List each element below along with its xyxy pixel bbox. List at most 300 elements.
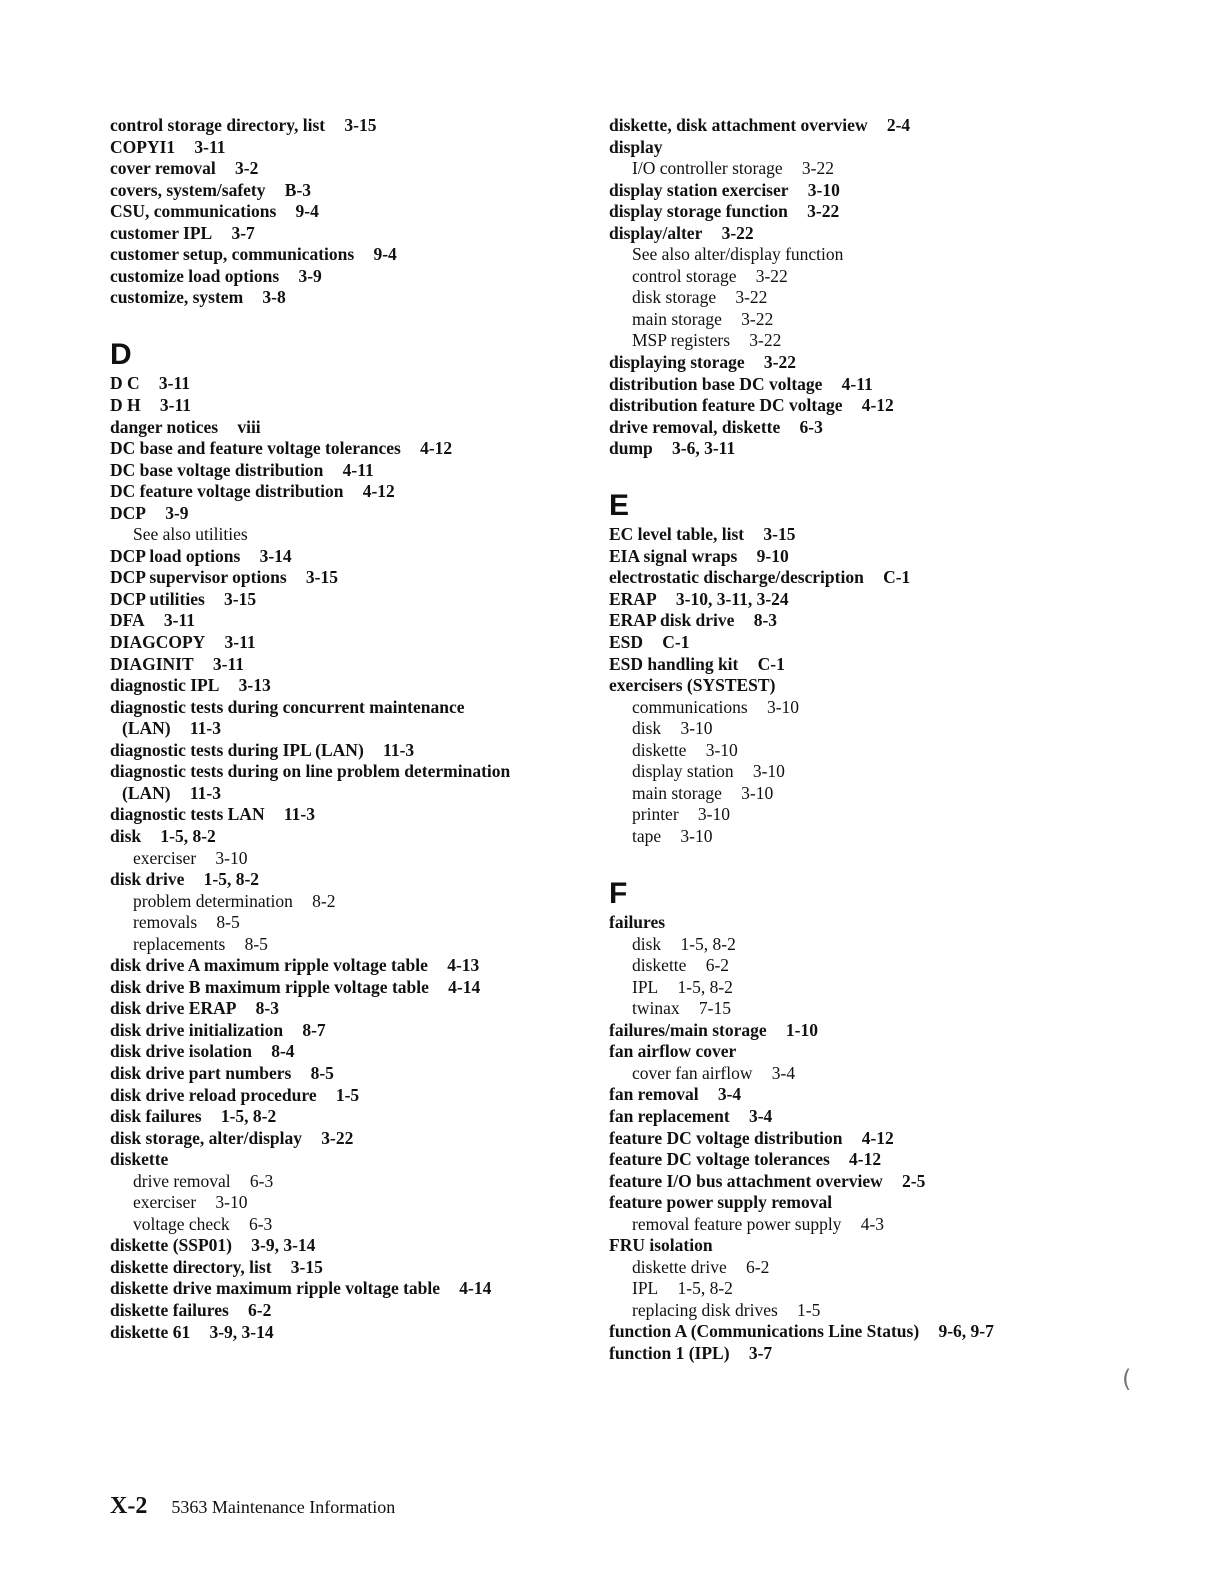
page-number: X-2 bbox=[110, 1493, 148, 1519]
index-subentry bbox=[110, 848, 580, 870]
page-reference: 11-3 bbox=[189, 718, 221, 739]
index-term: diskette failures bbox=[110, 1299, 229, 1320]
index-entry bbox=[609, 1235, 1129, 1257]
index-term: function A (Communications Line Status) bbox=[609, 1321, 920, 1342]
index-term: FRU isolation bbox=[609, 1235, 713, 1256]
index-term: DCP bbox=[110, 502, 146, 523]
page-reference: B-3 bbox=[284, 179, 312, 200]
page-reference: 6-2 bbox=[248, 1299, 272, 1320]
index-term: tape bbox=[632, 825, 662, 846]
index-term: display/alter bbox=[609, 222, 703, 243]
page-reference: 3-11 bbox=[224, 632, 256, 653]
index-entry bbox=[609, 1106, 1129, 1128]
index-term: exercisers (SYSTEST) bbox=[609, 675, 776, 696]
index-term: problem determination bbox=[133, 890, 293, 911]
index-term: disk drive bbox=[110, 869, 185, 890]
page-reference: 8-4 bbox=[271, 1041, 295, 1062]
page-reference: 8-3 bbox=[753, 610, 778, 631]
index-entry bbox=[110, 1322, 580, 1344]
index-term: diagnostic tests during IPL (LAN) bbox=[110, 739, 364, 760]
index-term: twinax bbox=[632, 998, 680, 1019]
page-reference: viii bbox=[237, 416, 261, 437]
page-reference: 6-3 bbox=[799, 416, 823, 437]
index-subentry bbox=[609, 1063, 1129, 1085]
index-term: feature DC voltage distribution bbox=[609, 1127, 843, 1148]
index-term: fan removal bbox=[609, 1084, 699, 1105]
page-reference: 3-15 bbox=[305, 567, 338, 588]
index-term: function 1 (IPL) bbox=[609, 1342, 730, 1363]
page-reference: 3-22 bbox=[763, 352, 796, 373]
index-term: main storage bbox=[632, 308, 722, 329]
page-reference: 3-10 bbox=[741, 782, 774, 803]
index-term: replacing disk drives bbox=[632, 1299, 778, 1320]
page-reference: 6-2 bbox=[746, 1256, 770, 1277]
index-term: drive removal, diskette bbox=[609, 416, 781, 437]
section-letter-heading: F bbox=[609, 877, 628, 911]
index-term: dump bbox=[609, 438, 653, 459]
index-entry bbox=[110, 546, 580, 568]
index-term: diskette, disk attachment overview bbox=[609, 115, 868, 135]
index-term: diagnostic tests during on line problem determination bbox=[110, 761, 511, 782]
index-entry bbox=[609, 632, 1129, 654]
index-term: D H bbox=[110, 395, 141, 416]
index-term: replacements bbox=[133, 933, 226, 954]
index-entry bbox=[110, 438, 580, 460]
index-term: fan airflow cover bbox=[609, 1041, 737, 1062]
index-subentry bbox=[110, 891, 580, 913]
page-reference: 3-4 bbox=[748, 1105, 773, 1126]
index-entry bbox=[609, 201, 1129, 223]
page-reference: 3-15 bbox=[344, 115, 377, 135]
index-term: diskette directory, list bbox=[110, 1256, 272, 1277]
index-entry bbox=[110, 115, 580, 137]
index-entry bbox=[609, 180, 1129, 202]
index-entry bbox=[110, 1085, 580, 1107]
index-entry bbox=[609, 912, 1129, 934]
index-term: removal feature power supply bbox=[632, 1213, 842, 1234]
index-entry bbox=[609, 546, 1129, 568]
index-term: customize, system bbox=[110, 287, 244, 308]
index-entry bbox=[110, 201, 580, 223]
index-subentry bbox=[609, 266, 1129, 288]
index-term: disk storage bbox=[632, 287, 717, 308]
index-term: See also alter/display function bbox=[632, 244, 844, 265]
index-term: diagnostic tests LAN bbox=[110, 804, 265, 825]
page-reference: 3-22 bbox=[755, 265, 788, 286]
index-term: CSU, communications bbox=[110, 201, 277, 222]
index-term: I/O controller storage bbox=[632, 158, 783, 179]
index-term: DFA bbox=[110, 610, 145, 631]
page-reference: 7-15 bbox=[698, 998, 731, 1019]
page-reference: 4-13 bbox=[447, 955, 480, 976]
index-term: diskette 61 bbox=[110, 1321, 191, 1342]
page-reference: 3-22 bbox=[801, 158, 834, 179]
page-reference: 4-14 bbox=[448, 976, 481, 997]
index-subentry bbox=[609, 244, 1129, 266]
index-term: disk drive reload procedure bbox=[110, 1084, 317, 1105]
page-reference: 4-12 bbox=[849, 1149, 882, 1170]
index-term: DIAGINIT bbox=[110, 653, 194, 674]
page-reference: 11-3 bbox=[383, 739, 415, 760]
index-term: DC feature voltage distribution bbox=[110, 481, 344, 502]
index-entry bbox=[609, 654, 1129, 676]
index-term: DCP supervisor options bbox=[110, 567, 287, 588]
page-reference: 8-7 bbox=[302, 1019, 326, 1040]
index-entry bbox=[110, 1041, 580, 1063]
index-term: removals bbox=[133, 912, 198, 933]
index-entry bbox=[609, 395, 1129, 417]
page-reference: C-1 bbox=[662, 632, 690, 653]
index-entry bbox=[609, 1149, 1129, 1171]
index-subentry bbox=[110, 912, 580, 934]
index-entry bbox=[110, 826, 580, 848]
index-term: diskette drive maximum ripple voltage table bbox=[110, 1278, 441, 1299]
page-reference: 3-15 bbox=[763, 524, 796, 545]
page-reference: 8-2 bbox=[312, 890, 336, 911]
index-entry bbox=[110, 632, 580, 654]
index-entry bbox=[609, 1041, 1129, 1063]
index-entry bbox=[110, 1235, 580, 1257]
page-reference: 1-5, 8-2 bbox=[160, 825, 216, 846]
index-subentry bbox=[110, 1214, 580, 1236]
index-term: See also utilities bbox=[133, 524, 248, 545]
page-reference: 3-9, 3-14 bbox=[209, 1321, 274, 1342]
page-reference: 3-22 bbox=[749, 330, 782, 351]
index-entry bbox=[110, 1149, 580, 1171]
page-reference: C-1 bbox=[757, 653, 785, 674]
index-term: printer bbox=[632, 804, 679, 825]
index-term: fan replacement bbox=[609, 1105, 730, 1126]
page-reference: 3-14 bbox=[259, 545, 292, 566]
index-entry bbox=[110, 869, 580, 891]
index-term: disk failures bbox=[110, 1106, 202, 1127]
index-entry bbox=[110, 567, 580, 589]
index-term: danger notices bbox=[110, 416, 219, 437]
index-entry bbox=[110, 610, 580, 632]
index-term: ESD bbox=[609, 632, 644, 653]
page-reference: 1-5, 8-2 bbox=[203, 869, 260, 890]
page-reference: 1-5, 8-2 bbox=[677, 1278, 733, 1299]
index-term: diagnostic IPL bbox=[110, 675, 220, 696]
page-reference: 4-12 bbox=[420, 438, 453, 459]
page-reference: 3-10 bbox=[807, 179, 840, 200]
index-term: distribution feature DC voltage bbox=[609, 395, 843, 416]
index-entry bbox=[110, 287, 580, 309]
index-entry bbox=[110, 158, 580, 180]
index-entry-continuation bbox=[110, 783, 580, 805]
page-reference: 3-11 bbox=[212, 653, 245, 674]
page-reference: 3-22 bbox=[807, 201, 840, 222]
index-subentry bbox=[609, 1214, 1129, 1236]
page-reference: 2-4 bbox=[886, 115, 911, 135]
page-reference: 3-10 bbox=[215, 847, 248, 868]
index-term: communications bbox=[632, 696, 748, 717]
index-entry bbox=[609, 417, 1129, 439]
index-term: DIAGCOPY bbox=[110, 632, 206, 653]
index-subentry bbox=[609, 934, 1129, 956]
index-term: display station exerciser bbox=[609, 179, 789, 200]
index-term: displaying storage bbox=[609, 352, 745, 373]
index-term: disk drive isolation bbox=[110, 1041, 252, 1062]
index-entry bbox=[110, 654, 580, 676]
index-entry bbox=[609, 524, 1129, 546]
index-subentry bbox=[609, 804, 1129, 826]
index-term: main storage bbox=[632, 782, 722, 803]
index-entry bbox=[110, 373, 580, 395]
page-reference: 3-10 bbox=[766, 696, 800, 717]
index-entry bbox=[110, 137, 580, 159]
index-term: disk bbox=[632, 933, 662, 954]
page-reference: 3-15 bbox=[290, 1256, 323, 1277]
index-subentry bbox=[609, 977, 1129, 999]
index-term: cover fan airflow bbox=[632, 1062, 753, 1083]
page-reference: 3-10 bbox=[215, 1192, 248, 1213]
page-reference: 4-12 bbox=[861, 395, 894, 416]
index-term: DCP utilities bbox=[110, 588, 205, 609]
index-subentry bbox=[609, 826, 1129, 848]
index-entry bbox=[609, 438, 1129, 460]
index-term: disk drive B maximum ripple voltage table bbox=[110, 976, 429, 997]
index-term: disk drive ERAP bbox=[110, 998, 237, 1019]
index-entry bbox=[110, 1300, 580, 1322]
index-term: voltage check bbox=[133, 1213, 230, 1234]
index-term: EIA signal wraps bbox=[609, 545, 738, 566]
page-reference: 1-5, 8-2 bbox=[220, 1106, 277, 1127]
page-reference: 1-10 bbox=[785, 1019, 818, 1040]
index-term: disk bbox=[110, 825, 142, 846]
page-reference: 9-4 bbox=[295, 201, 319, 222]
index-entry bbox=[110, 481, 580, 503]
index-subentry bbox=[609, 1278, 1129, 1300]
index-term: D C bbox=[110, 373, 140, 394]
index-term: failures bbox=[609, 912, 666, 933]
index-entry bbox=[110, 266, 580, 288]
index-subentry bbox=[609, 955, 1129, 977]
index-term: disk drive A maximum ripple voltage table bbox=[110, 955, 428, 976]
page-reference: 3-7 bbox=[748, 1342, 773, 1363]
index-term: diskette (SSP01) bbox=[110, 1235, 233, 1256]
index-entry bbox=[609, 589, 1129, 611]
index-term: EC level table, list bbox=[609, 524, 745, 545]
page-reference: 3-4 bbox=[717, 1084, 742, 1105]
index-entry bbox=[110, 180, 580, 202]
index-term: disk drive part numbers bbox=[110, 1062, 292, 1083]
index-entry bbox=[110, 223, 580, 245]
index-term: customer IPL bbox=[110, 222, 213, 243]
index-entry bbox=[609, 675, 1129, 697]
index-term: DCP load options bbox=[110, 545, 241, 566]
index-entry bbox=[609, 115, 1129, 137]
index-term: COPYI1 bbox=[110, 136, 176, 157]
index-term: control storage bbox=[632, 265, 737, 286]
page-reference: 11-3 bbox=[189, 782, 221, 803]
index-term: diskette drive bbox=[632, 1256, 727, 1277]
index-term: ESD handling kit bbox=[609, 653, 739, 674]
index-entry bbox=[110, 675, 580, 697]
index-subentry bbox=[110, 934, 580, 956]
index-entry bbox=[110, 503, 580, 525]
index-subentry bbox=[609, 1300, 1129, 1322]
page-reference: 3-22 bbox=[721, 222, 754, 243]
page-reference: 3-10 bbox=[680, 825, 713, 846]
index-subentry bbox=[609, 697, 1129, 719]
index-term: IPL bbox=[632, 1278, 659, 1299]
page-reference: 1-5 bbox=[335, 1084, 360, 1105]
index-subentry bbox=[609, 718, 1129, 740]
index-term: cover removal bbox=[110, 158, 216, 179]
index-term: customize load options bbox=[110, 265, 280, 286]
page-reference: 4-12 bbox=[861, 1127, 894, 1148]
index-subentry bbox=[609, 158, 1129, 180]
index-term: disk storage, alter/display bbox=[110, 1127, 303, 1148]
index-term: electrostatic discharge/description bbox=[609, 567, 864, 588]
index-entry bbox=[110, 761, 580, 783]
page-reference: 8-5 bbox=[216, 912, 240, 933]
index-term: feature power supply removal bbox=[609, 1192, 833, 1213]
index-term: drive removal bbox=[133, 1170, 231, 1191]
index-entry bbox=[609, 1171, 1129, 1193]
page-reference: 6-3 bbox=[248, 1213, 273, 1234]
page-reference: 6-2 bbox=[705, 955, 730, 976]
page-reference: 3-9 bbox=[165, 502, 189, 523]
index-entry-continuation bbox=[110, 718, 580, 740]
index-entry bbox=[609, 1321, 1129, 1343]
page-reference: 3-8 bbox=[262, 287, 286, 308]
index-term: control storage directory, list bbox=[110, 115, 326, 135]
page-reference: 4-3 bbox=[860, 1213, 885, 1234]
index-term: ERAP disk drive bbox=[609, 610, 735, 631]
page-reference: 3-7 bbox=[231, 222, 255, 243]
index-entry bbox=[110, 1063, 580, 1085]
section-letter-heading: E bbox=[609, 489, 630, 523]
document-title: 5363 Maintenance Information bbox=[171, 1497, 396, 1517]
page-reference: 3-10 bbox=[752, 761, 785, 782]
page-reference: 9-10 bbox=[756, 545, 789, 566]
index-term: DC base and feature voltage tolerances bbox=[110, 438, 401, 459]
index-term: diskette bbox=[632, 955, 687, 976]
page-reference: 8-3 bbox=[255, 998, 279, 1019]
index-entry bbox=[110, 977, 580, 999]
page-reference: 1-5 bbox=[797, 1299, 821, 1320]
page-reference: 3-22 bbox=[741, 308, 774, 329]
page-reference: 3-11 bbox=[158, 373, 191, 394]
index-entry bbox=[110, 1106, 580, 1128]
index-subentry bbox=[609, 309, 1129, 331]
page-reference: 3-10 bbox=[680, 718, 713, 739]
index-subentry bbox=[110, 1171, 580, 1193]
index-entry bbox=[609, 567, 1129, 589]
index-subentry bbox=[609, 783, 1129, 805]
page-reference: 3-10 bbox=[705, 739, 738, 760]
page-reference: 3-11 bbox=[159, 395, 191, 416]
index-entry bbox=[110, 740, 580, 762]
index-term: disk bbox=[632, 718, 662, 739]
page-reference: 4-14 bbox=[459, 1278, 492, 1299]
index-term: failures/main storage bbox=[609, 1019, 767, 1040]
index-subentry bbox=[609, 1257, 1129, 1279]
section-spacer bbox=[110, 309, 580, 331]
page-reference: 3-22 bbox=[735, 287, 768, 308]
index-entry bbox=[609, 223, 1129, 245]
page-reference: 3-4 bbox=[771, 1062, 796, 1083]
page-reference: 9-6, 9-7 bbox=[938, 1321, 994, 1342]
index-entry bbox=[609, 1128, 1129, 1150]
page-footer bbox=[110, 1493, 395, 1520]
index-entry bbox=[609, 1192, 1129, 1214]
index-term: diskette bbox=[632, 739, 687, 760]
page-reference: 11-3 bbox=[283, 804, 315, 825]
index-entry bbox=[609, 1084, 1129, 1106]
index-term: MSP registers bbox=[632, 330, 731, 351]
index-subentry bbox=[110, 524, 580, 546]
index-term: (LAN) bbox=[122, 782, 171, 803]
page-reference: 3-22 bbox=[321, 1127, 354, 1148]
index-entry bbox=[609, 1020, 1129, 1042]
index-term: feature DC voltage tolerances bbox=[609, 1149, 830, 1170]
index-term: DC base voltage distribution bbox=[110, 459, 324, 480]
index-term: display storage function bbox=[609, 201, 788, 222]
index-entry bbox=[609, 352, 1129, 374]
index-term: ERAP bbox=[609, 588, 657, 609]
index-subentry bbox=[110, 1192, 580, 1214]
page-reference: 9-4 bbox=[373, 244, 397, 265]
index-term: feature I/O bus attachment overview bbox=[609, 1170, 883, 1191]
page-reference: 3-9, 3-14 bbox=[251, 1235, 316, 1256]
page-reference: 3-13 bbox=[238, 675, 271, 696]
page-reference: 4-11 bbox=[841, 373, 873, 394]
page-reference: 3-10, 3-11, 3-24 bbox=[675, 588, 789, 609]
index-entry bbox=[609, 374, 1129, 396]
index-column-right bbox=[609, 115, 1129, 1365]
index-entry bbox=[609, 610, 1129, 632]
section-spacer bbox=[609, 460, 1129, 482]
page-reference: 3-9 bbox=[298, 265, 322, 286]
index-entry bbox=[110, 1257, 580, 1279]
page-reference: C-1 bbox=[883, 567, 911, 588]
index-entry bbox=[110, 1020, 580, 1042]
index-subentry bbox=[609, 761, 1129, 783]
index-term: diagnostic tests during concurrent maintenance bbox=[110, 696, 465, 717]
index-subentry bbox=[609, 287, 1129, 309]
page-reference: 3-10 bbox=[697, 804, 730, 825]
page-reference: 3-15 bbox=[224, 588, 257, 609]
page-reference: 6-3 bbox=[249, 1170, 274, 1191]
index-entry bbox=[110, 417, 580, 439]
index-entry bbox=[110, 589, 580, 611]
index-term: exerciser bbox=[133, 1192, 197, 1213]
index-entry bbox=[110, 697, 580, 719]
index-term: exerciser bbox=[133, 847, 197, 868]
page-reference: 1-5, 8-2 bbox=[677, 976, 733, 997]
page-reference: 2-5 bbox=[902, 1170, 926, 1191]
page-reference: 3-11 bbox=[194, 136, 226, 157]
index-term: display bbox=[609, 136, 663, 157]
index-entry bbox=[110, 998, 580, 1020]
index-term: display station bbox=[632, 761, 734, 782]
index-entry bbox=[110, 955, 580, 977]
index-term: (LAN) bbox=[122, 718, 171, 739]
index-entry bbox=[110, 1128, 580, 1150]
index-subentry bbox=[609, 998, 1129, 1020]
section-spacer bbox=[609, 848, 1129, 870]
index-column-left bbox=[110, 115, 580, 1343]
page-reference: 4-11 bbox=[342, 459, 374, 480]
index-term: disk drive initialization bbox=[110, 1019, 284, 1040]
page-reference: 3-11 bbox=[163, 610, 196, 631]
page-reference: 8-5 bbox=[310, 1062, 334, 1083]
page-reference: 3-6, 3-11 bbox=[672, 438, 736, 459]
index-term: distribution base DC voltage bbox=[609, 373, 823, 394]
